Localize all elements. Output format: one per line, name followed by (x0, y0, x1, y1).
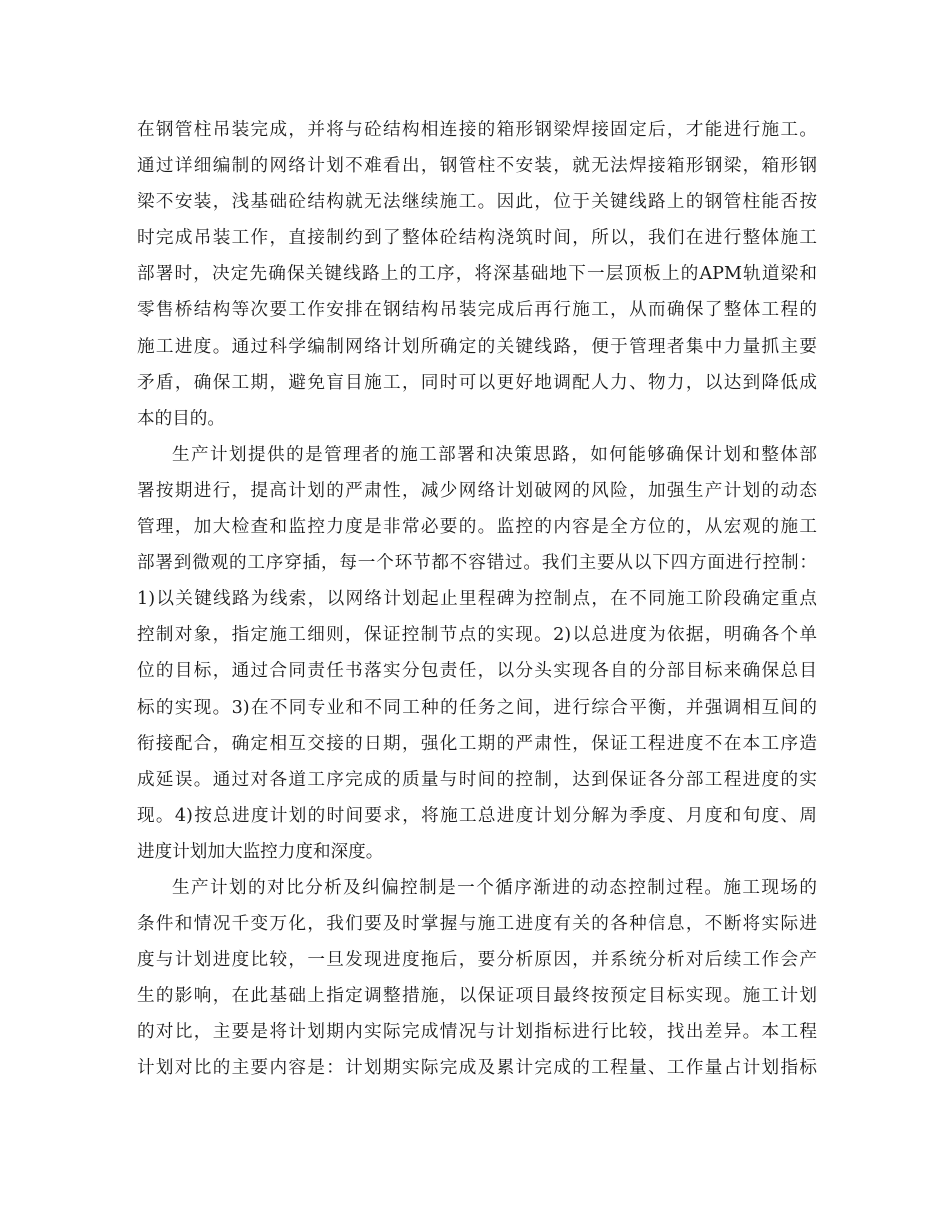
text-line: 现。4)按总进度计划的时间要求，将施工总进度计划分解为季度、月度和旬度、周 (137, 805, 817, 826)
text-line: 1)以关键线路为线索，以网络计划起止里程碑为控制点，在不同施工阶段确定重点 (137, 589, 817, 610)
text-line: 管理，加大检查和监控力度是非常必要的。监控的内容是全方位的，从宏观的施工 (137, 517, 817, 538)
text-line: 位的目标，通过合同责任书落实分包责任，以分头实现各自的分部目标来确保总目 (137, 661, 817, 682)
text-line: 生产计划提供的是管理者的施工部署和决策思路，如何能够确保计划和整体部 (172, 444, 817, 465)
text-line: 通过详细编制的网络计划不难看出，钢管柱不安装，就无法焊接箱形钢梁，箱形钢 (137, 156, 817, 177)
paragraph-3 (137, 870, 817, 1087)
text-line: 生的影响，在此基础上指定调整措施，以保证项目最终按预定目标实现。施工计划 (137, 986, 817, 1007)
text-line: 零售桥结构等次要工作安排在钢结构吊装完成后再行施工，从而确保了整体工程的 (137, 300, 817, 321)
text-line: 矛盾，确保工期，避免盲目施工，同时可以更好地调配人力、物力，以达到降低成 (137, 372, 817, 393)
text-line: 本的目的。 (137, 408, 225, 429)
paragraph-1 (137, 112, 817, 437)
text-line: 计划对比的主要内容是：计划期实际完成及累计完成的工程量、工作量占计划指标 (137, 1058, 817, 1079)
text-line: 控制对象，指定施工细则，保证控制节点的实现。2)以总进度为依据，明确各个单 (137, 625, 817, 646)
text-line: 署按期进行，提高计划的严肃性，减少网络计划破网的风险，加强生产计划的动态 (137, 480, 817, 501)
text-line: 进度计划加大监控力度和深度。 (137, 841, 384, 862)
text-line: 成延误。通过对各道工序完成的质量与时间的控制，达到保证各分部工程进度的实 (137, 769, 817, 790)
text-line: 部署时，决定先确保关键线路上的工序，将深基础地下一层顶板上的APM轨道梁和 (137, 264, 817, 285)
text-line: 部署到微观的工序穿插，每一个环节都不容错过。我们主要从以下四方面进行控制： (137, 553, 817, 574)
text-line: 条件和情况千变万化，我们要及时掌握与施工进度有关的各种信息，不断将实际进 (137, 914, 817, 935)
body-text (137, 112, 817, 1087)
text-line: 在钢管柱吊装完成，并将与砼结构相连接的箱形钢梁焊接固定后，才能进行施工。 (137, 120, 817, 140)
text-line: 施工进度。通过科学编制网络计划所确定的关键线路，便于管理者集中力量抓主要 (137, 336, 817, 357)
text-line: 标的实现。3)在不同专业和不同工种的任务之间，进行综合平衡，并强调相互间的 (137, 697, 817, 718)
paragraph-2 (137, 437, 817, 870)
text-line: 生产计划的对比分析及纠偏控制是一个循序渐进的动态控制过程。施工现场的 (172, 877, 817, 898)
text-line: 时完成吊装工作，直接制约到了整体砼结构浇筑时间，所以，我们在进行整体施工 (137, 228, 817, 249)
text-line: 衔接配合，确定相互交接的日期，强化工期的严肃性，保证工程进度不在本工序造 (137, 733, 817, 754)
text-line: 的对比，主要是将计划期内实际完成情况与计划指标进行比较，找出差异。本工程 (137, 1022, 817, 1043)
text-line: 梁不安装，浅基础砼结构就无法继续施工。因此，位于关键线路上的钢管柱能否按 (137, 192, 817, 213)
text-line: 度与计划进度比较，一旦发现进度拖后，要分析原因，并系统分析对后续工作会产 (137, 950, 817, 971)
